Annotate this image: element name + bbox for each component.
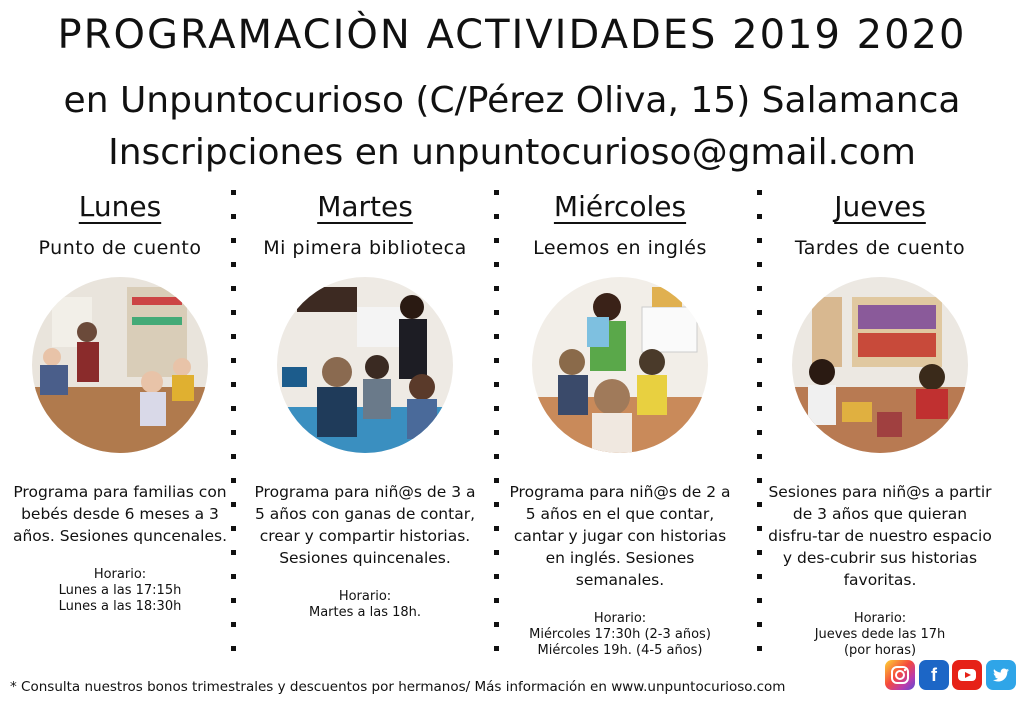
schedule-title: Horario: (93, 567, 147, 582)
schedule-title: Horario: (338, 589, 392, 604)
schedule-line: Lunes a las 17:15h (58, 583, 182, 598)
activity-photo (792, 277, 968, 453)
poster-title: PROGRAMACIÒN ACTIVIDADES 2019 2020 (57, 12, 967, 58)
instagram-icon[interactable] (885, 660, 915, 690)
footer-note: * Consulta nuestros bonos trimestrales y descuentos por hermanos/ Más información en www.unpuntocurioso.com (10, 679, 786, 695)
activity-description: Programa para niñ@s de 2 a 5 años en el que contar, cantar y jugar con historias en inglés. Sesiones semanales. (509, 483, 731, 589)
activity-photo (277, 277, 453, 453)
schedule-line: (por horas) (843, 643, 917, 658)
poster-registration: Inscripciones en unpuntocurioso@gmail.com (108, 132, 916, 173)
activity-title: Punto de cuento (38, 237, 202, 259)
schedule-line: Miércoles 17:30h (2-3 años) (529, 627, 711, 642)
schedule-line: Jueves dede las 17h (814, 627, 946, 642)
activity-title: Mi pimera biblioteca (263, 237, 467, 259)
schedule-title: Horario: (593, 611, 647, 626)
day-title: Lunes (78, 190, 162, 223)
day-title: Martes (317, 190, 413, 223)
schedule-line: Martes a las 18h. (308, 605, 422, 620)
column-thursday (760, 190, 1000, 659)
twitter-icon[interactable] (986, 660, 1016, 690)
activity-title: Tardes de cuento (794, 237, 966, 259)
activity-photo (32, 277, 208, 453)
facebook-icon[interactable]: f (919, 660, 949, 690)
column-monday (0, 190, 240, 615)
day-title: Miércoles (553, 190, 687, 223)
activity-description: Sesiones para niñ@s a partir de 3 años que quieran disfru-tar de nuestro espacio y des-cubrir sus historias favoritas. (768, 483, 992, 589)
activity-description: Programa para familias con bebés desde 6 meses a 3 años. Sesiones quncenales. (12, 483, 228, 545)
activity-description: Programa para niñ@s de 3 a 5 años con ganas de contar, crear y compartir historias. Sesiones quincenales. (254, 483, 476, 567)
schedule-line: Lunes a las 18:30h (58, 599, 182, 614)
poster-location: en Unpuntocurioso (C/Pérez Oliva, 15) Salamanca (63, 80, 961, 121)
youtube-icon[interactable] (952, 660, 982, 690)
column-tuesday (245, 190, 485, 621)
column-divider (231, 190, 237, 670)
schedule-line: Miércoles 19h. (4-5 años) (537, 643, 703, 658)
day-title: Jueves (834, 190, 926, 223)
column-wednesday (500, 190, 740, 659)
activity-photo (532, 277, 708, 453)
schedule-title: Horario: (853, 611, 907, 626)
activity-title: Leemos en inglés (533, 237, 707, 259)
